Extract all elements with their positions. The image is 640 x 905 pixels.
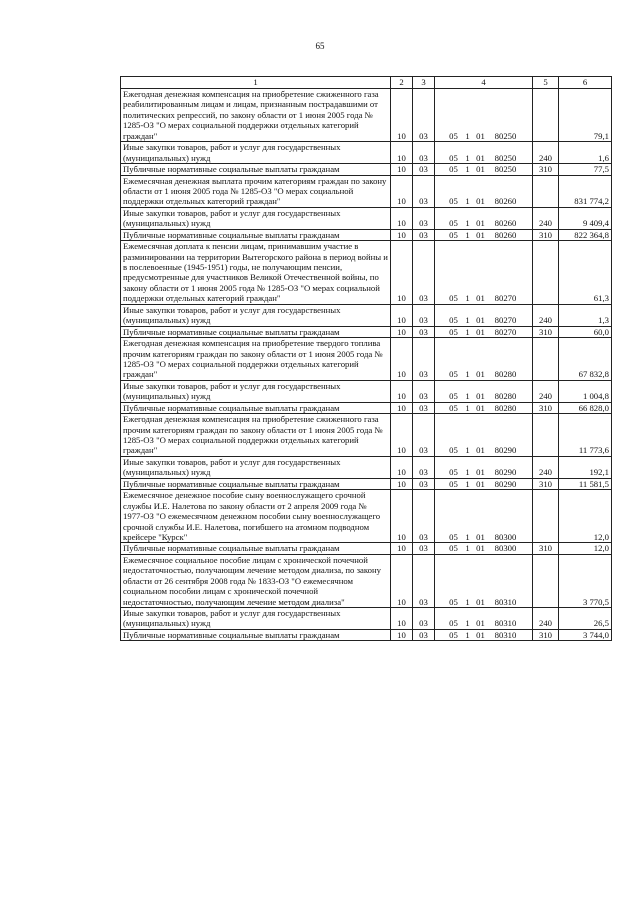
row-name: Иные закупки товаров, работ и услуг для государственных (муниципальных) нужд: [121, 608, 391, 630]
row-subsection: 03: [413, 402, 435, 413]
table-row: [121, 229, 612, 240]
row-subsection: 03: [413, 175, 435, 207]
target-article-part: 1: [465, 369, 470, 380]
row-name: Ежемесячная доплата к пенсии лицам, принимавшим участие в разминировании на территории Вытегорского района в период войны и в послевоенные (1945-1951) годы, не получающим пенсии, предусмотренные для участников Великой Отечественной войны, по закону области от 1 июня 2005 года № 1285-ОЗ "О мерах социальной поддержки отдельных категорий граждан": [121, 241, 391, 305]
target-article-part: 01: [476, 629, 485, 640]
target-article-part: 01: [476, 130, 485, 141]
row-name: Ежегодная денежная компенсация на приобретение сжиженного газа прочим категориям граждан по закону области от 1 июня 2005 года № 1285-ОЗ "О мерах социальной поддержки отдельных категорий граждан": [121, 414, 391, 457]
row-section: 10: [391, 490, 413, 543]
target-article-part: 01: [476, 152, 485, 163]
target-article-part: 1: [465, 596, 470, 607]
table-row: [121, 164, 612, 175]
row-subsection: 03: [413, 490, 435, 543]
row-expense-type: 240: [533, 380, 559, 402]
target-article-part: 01: [476, 164, 485, 175]
row-target-article: [435, 229, 533, 240]
row-subsection: 03: [413, 478, 435, 489]
target-article-part: 05: [449, 369, 458, 380]
target-article-part: 1: [465, 164, 470, 175]
row-amount: 11 773,6: [559, 414, 612, 457]
row-target-article: [435, 414, 533, 457]
table-row: [121, 338, 612, 381]
row-amount: 1,3: [559, 304, 612, 326]
row-name: Публичные нормативные социальные выплаты гражданам: [121, 326, 391, 337]
target-article-part: 01: [476, 196, 485, 207]
target-article-part: 05: [449, 543, 458, 554]
target-article-part: 1: [465, 130, 470, 141]
row-name: Иные закупки товаров, работ и услуг для государственных (муниципальных) нужд: [121, 456, 391, 478]
row-section: 10: [391, 402, 413, 413]
table-row: [121, 304, 612, 326]
table-row: [121, 554, 612, 607]
target-article-part: 1: [465, 618, 470, 629]
target-article-part: 80250: [494, 152, 517, 163]
target-article-part: 80250: [494, 130, 517, 141]
row-expense-type: 310: [533, 402, 559, 413]
row-target-article: [435, 490, 533, 543]
row-section: 10: [391, 554, 413, 607]
row-amount: 192,1: [559, 456, 612, 478]
target-article-part: 1: [465, 402, 470, 413]
target-article-part: 80310: [494, 618, 517, 629]
row-amount: 77,5: [559, 164, 612, 175]
row-subsection: 03: [413, 304, 435, 326]
row-target-article: [435, 380, 533, 402]
row-target-article: [435, 478, 533, 489]
row-name: Ежемесячное денежное пособие сыну военнослужащего срочной службы И.Е. Налетова по закону области от 2 апреля 2009 года № 1977-ОЗ "О ежемесячном денежном пособии сыну военнослужащего срочной службы И.Е. Налетова, погибшего на атомном подводном крейсере "Курск": [121, 490, 391, 543]
target-article-part: 1: [465, 315, 470, 326]
target-article-part: 80300: [494, 531, 517, 542]
row-amount: 12,0: [559, 490, 612, 543]
target-article-part: 80270: [494, 326, 517, 337]
target-article-part: 05: [449, 164, 458, 175]
target-article-part: 05: [449, 326, 458, 337]
row-subsection: 03: [413, 229, 435, 240]
table-row: [121, 543, 612, 554]
row-target-article: [435, 402, 533, 413]
row-expense-type: 310: [533, 229, 559, 240]
row-expense-type: 310: [533, 478, 559, 489]
row-name: Ежемесячная денежная выплата прочим категориям граждан по закону области от 1 июня 2005 года № 1285-ОЗ "О мерах социальной поддержки отдельных категорий граждан": [121, 175, 391, 207]
row-section: 10: [391, 629, 413, 640]
table-row: [121, 456, 612, 478]
header-cell-1: 1: [121, 77, 391, 89]
row-section: 10: [391, 338, 413, 381]
table-row: [121, 490, 612, 543]
row-subsection: 03: [413, 629, 435, 640]
row-expense-type: [533, 554, 559, 607]
row-name: Иные закупки товаров, работ и услуг для государственных (муниципальных) нужд: [121, 207, 391, 229]
target-article-part: 1: [465, 152, 470, 163]
row-amount: 66 828,0: [559, 402, 612, 413]
target-article-part: 80260: [494, 196, 517, 207]
row-section: 10: [391, 608, 413, 630]
target-article-part: 05: [449, 218, 458, 229]
row-subsection: 03: [413, 142, 435, 164]
target-article-part: 05: [449, 152, 458, 163]
target-article-part: 80270: [494, 293, 517, 304]
table-row: [121, 142, 612, 164]
row-subsection: 03: [413, 543, 435, 554]
header-cell-6: 6: [559, 77, 612, 89]
target-article-part: 05: [449, 478, 458, 489]
target-article-part: 80260: [494, 218, 517, 229]
target-article-part: 80300: [494, 543, 517, 554]
row-name: Иные закупки товаров, работ и услуг для государственных (муниципальных) нужд: [121, 142, 391, 164]
target-article-part: 80310: [494, 629, 517, 640]
row-section: 10: [391, 207, 413, 229]
row-amount: 12,0: [559, 543, 612, 554]
row-section: 10: [391, 326, 413, 337]
table-row: [121, 207, 612, 229]
target-article-part: 05: [449, 391, 458, 402]
row-subsection: 03: [413, 164, 435, 175]
target-article-part: 05: [449, 596, 458, 607]
row-name: Публичные нормативные социальные выплаты гражданам: [121, 402, 391, 413]
target-article-part: 05: [449, 315, 458, 326]
row-amount: 3 744,0: [559, 629, 612, 640]
target-article-part: 80280: [494, 369, 517, 380]
target-article-part: 80270: [494, 315, 517, 326]
row-expense-type: 240: [533, 608, 559, 630]
row-target-article: [435, 338, 533, 381]
row-target-article: [435, 543, 533, 554]
row-target-article: [435, 456, 533, 478]
target-article-part: 01: [476, 531, 485, 542]
row-name: Публичные нормативные социальные выплаты гражданам: [121, 629, 391, 640]
row-target-article: [435, 608, 533, 630]
target-article-part: 01: [476, 402, 485, 413]
row-target-article: [435, 164, 533, 175]
target-article-part: 1: [465, 478, 470, 489]
row-amount: 1 004,8: [559, 380, 612, 402]
row-amount: 831 774,2: [559, 175, 612, 207]
row-section: 10: [391, 89, 413, 142]
target-article-part: 01: [476, 618, 485, 629]
row-subsection: 03: [413, 89, 435, 142]
row-expense-type: [533, 175, 559, 207]
target-article-part: 1: [465, 326, 470, 337]
row-subsection: 03: [413, 414, 435, 457]
target-article-part: 05: [449, 196, 458, 207]
row-amount: 3 770,5: [559, 554, 612, 607]
target-article-part: 05: [449, 629, 458, 640]
table-row: [121, 478, 612, 489]
row-expense-type: 240: [533, 207, 559, 229]
target-article-part: 01: [476, 391, 485, 402]
row-amount: 822 364,8: [559, 229, 612, 240]
target-article-part: 01: [476, 218, 485, 229]
row-name: Публичные нормативные социальные выплаты гражданам: [121, 478, 391, 489]
row-section: 10: [391, 456, 413, 478]
row-section: 10: [391, 241, 413, 305]
target-article-part: 01: [476, 315, 485, 326]
row-expense-type: [533, 89, 559, 142]
page-number: 65: [315, 41, 325, 51]
target-article-part: 1: [465, 229, 470, 240]
budget-table: [120, 76, 612, 641]
row-name: Иные закупки товаров, работ и услуг для государственных (муниципальных) нужд: [121, 304, 391, 326]
target-article-part: 80280: [494, 391, 517, 402]
row-amount: 67 832,8: [559, 338, 612, 381]
target-article-part: 05: [449, 229, 458, 240]
target-article-part: 05: [449, 618, 458, 629]
row-section: 10: [391, 229, 413, 240]
row-section: 10: [391, 304, 413, 326]
row-target-article: [435, 629, 533, 640]
row-expense-type: [533, 490, 559, 543]
target-article-part: 80310: [494, 596, 517, 607]
row-subsection: 03: [413, 554, 435, 607]
table-row: [121, 608, 612, 630]
row-amount: 1,6: [559, 142, 612, 164]
target-article-part: 1: [465, 218, 470, 229]
row-section: 10: [391, 380, 413, 402]
target-article-part: 01: [476, 293, 485, 304]
row-target-article: [435, 304, 533, 326]
target-article-part: 1: [465, 543, 470, 554]
row-target-article: [435, 241, 533, 305]
target-article-part: 1: [465, 293, 470, 304]
target-article-part: 05: [449, 467, 458, 478]
row-section: 10: [391, 543, 413, 554]
row-expense-type: 310: [533, 164, 559, 175]
target-article-part: 1: [465, 445, 470, 456]
target-article-part: 80290: [494, 478, 517, 489]
row-expense-type: 310: [533, 629, 559, 640]
row-amount: 60,0: [559, 326, 612, 337]
header-cell-3: 3: [413, 77, 435, 89]
header-cell-5: 5: [533, 77, 559, 89]
target-article-part: 05: [449, 445, 458, 456]
target-article-part: 80250: [494, 164, 517, 175]
target-article-part: 1: [465, 629, 470, 640]
row-expense-type: [533, 241, 559, 305]
target-article-part: 1: [465, 391, 470, 402]
target-article-part: 01: [476, 467, 485, 478]
target-article-part: 80290: [494, 445, 517, 456]
row-section: 10: [391, 175, 413, 207]
target-article-part: 01: [476, 229, 485, 240]
row-expense-type: 310: [533, 543, 559, 554]
table-row: [121, 629, 612, 640]
table-row: [121, 380, 612, 402]
table-row: [121, 414, 612, 457]
target-article-part: 01: [476, 369, 485, 380]
row-amount: 79,1: [559, 89, 612, 142]
row-expense-type: [533, 338, 559, 381]
row-subsection: 03: [413, 608, 435, 630]
target-article-part: 05: [449, 531, 458, 542]
row-target-article: [435, 326, 533, 337]
row-target-article: [435, 207, 533, 229]
target-article-part: 01: [476, 445, 485, 456]
target-article-part: 01: [476, 543, 485, 554]
row-name: Ежегодная денежная компенсация на приобретение твердого топлива прочим категориям граждан по закону области от 1 июня 2005 года № 1285-ОЗ "О мерах социальной поддержки отдельных категорий граждан": [121, 338, 391, 381]
table-row: [121, 326, 612, 337]
row-target-article: [435, 89, 533, 142]
row-expense-type: 310: [533, 326, 559, 337]
row-amount: 61,3: [559, 241, 612, 305]
header-cell-4: 4: [435, 77, 533, 89]
target-article-part: 1: [465, 531, 470, 542]
row-section: 10: [391, 142, 413, 164]
row-section: 10: [391, 164, 413, 175]
row-subsection: 03: [413, 380, 435, 402]
row-subsection: 03: [413, 326, 435, 337]
table-row: [121, 241, 612, 305]
row-target-article: [435, 142, 533, 164]
row-subsection: 03: [413, 241, 435, 305]
target-article-part: 1: [465, 196, 470, 207]
target-article-part: 01: [476, 326, 485, 337]
target-article-part: 01: [476, 596, 485, 607]
row-subsection: 03: [413, 338, 435, 381]
row-name: Ежегодная денежная компенсация на приобретение сжиженного газа реабилитированным лицам и лицам, признанным пострадавшими от политических репрессий, по закону области от 1 июня 2005 года № 1285-ОЗ "О мерах социальной поддержки отдельных категорий граждан": [121, 89, 391, 142]
target-article-part: 05: [449, 130, 458, 141]
table-row: [121, 402, 612, 413]
row-amount: 26,5: [559, 608, 612, 630]
row-name: Ежемесячное социальное пособие лицам с хронической почечной недостаточностью, получающим лечение методом диализа, по закону области от 26 сентября 2008 года № 1833-ОЗ "О ежемесячном социальном пособии лицам с хронической почечной недостаточностью, получающим лечение методом диализа": [121, 554, 391, 607]
row-expense-type: [533, 414, 559, 457]
row-expense-type: 240: [533, 304, 559, 326]
target-article-part: 05: [449, 293, 458, 304]
row-target-article: [435, 175, 533, 207]
table-row: [121, 89, 612, 142]
target-article-part: 1: [465, 467, 470, 478]
table-row: [121, 175, 612, 207]
row-subsection: 03: [413, 456, 435, 478]
row-name: Публичные нормативные социальные выплаты гражданам: [121, 543, 391, 554]
row-name: Иные закупки товаров, работ и услуг для государственных (муниципальных) нужд: [121, 380, 391, 402]
target-article-part: 80290: [494, 467, 517, 478]
target-article-part: 80260: [494, 229, 517, 240]
row-expense-type: 240: [533, 142, 559, 164]
row-expense-type: 240: [533, 456, 559, 478]
row-name: Публичные нормативные социальные выплаты гражданам: [121, 229, 391, 240]
header-cell-2: 2: [391, 77, 413, 89]
target-article-part: 80280: [494, 402, 517, 413]
table-header-row: [121, 77, 612, 89]
row-amount: 11 581,5: [559, 478, 612, 489]
row-subsection: 03: [413, 207, 435, 229]
row-section: 10: [391, 478, 413, 489]
row-name: Публичные нормативные социальные выплаты гражданам: [121, 164, 391, 175]
target-article-part: 05: [449, 402, 458, 413]
row-amount: 9 409,4: [559, 207, 612, 229]
row-target-article: [435, 554, 533, 607]
row-section: 10: [391, 414, 413, 457]
target-article-part: 01: [476, 478, 485, 489]
